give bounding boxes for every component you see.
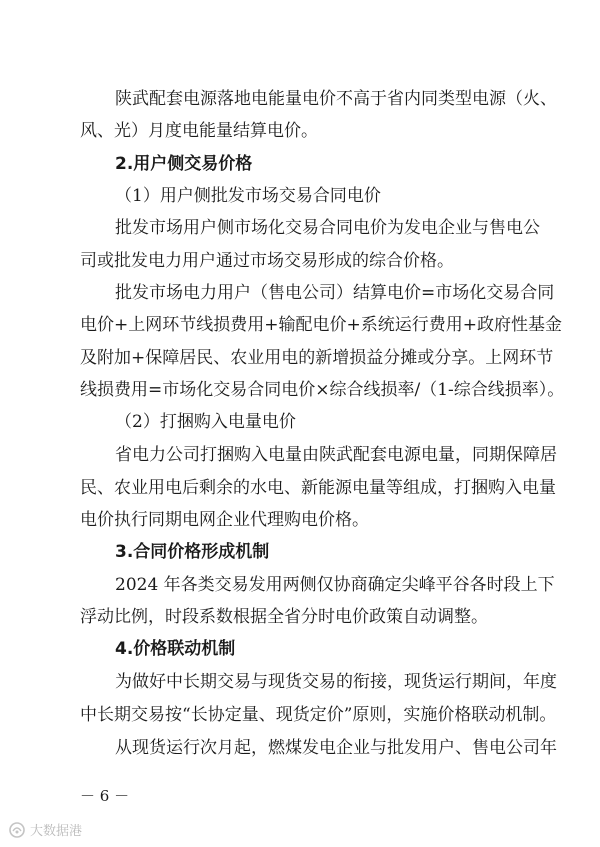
paragraph-line: 为做好中长期交易与现货交易的衔接，现货运行期间，年度: [115, 672, 557, 692]
paragraph-line: 2024 年各类交易发用两侧仅协商确定尖峰平谷各时段上下: [115, 575, 555, 595]
section-heading: 4.价格联动机制: [115, 639, 236, 659]
paragraph-line: 浮动比例，时段系数根据全省分时电价政策自动调整。: [80, 607, 488, 627]
subsection-heading: （2）打捆购入电量电价: [115, 412, 296, 432]
paragraph-line: 省电力公司打捆购入电量由陕武配套电源电量，同期保障居: [115, 445, 557, 465]
page-number: － 6 －: [80, 787, 130, 805]
paragraph-line: 批发市场用户侧市场化交易合同电价为发电企业与售电公: [115, 218, 540, 238]
paragraph-line: 民、农业用电后剩余的水电、新能源电量等组成，打捆购入电量: [80, 478, 556, 498]
paragraph-line: 批发市场电力用户（售电公司）结算电价=市场化交易合同: [115, 283, 555, 303]
subsection-heading: （1）用户侧批发市场交易合同电价: [115, 186, 381, 206]
paragraph-line: 电价执行同期电网企业代理购电价格。: [80, 510, 369, 530]
paragraph-line: 及附加+保障居民、农业用电的新增损益分摊或分享。上网环节: [80, 348, 554, 368]
section-heading: 3.合同价格形成机制: [115, 542, 270, 562]
section-heading: 2.用户侧交易价格: [115, 154, 253, 174]
paragraph-line: 司或批发电力用户通过市场交易形成的综合价格。: [80, 251, 454, 271]
paragraph-line: 中长期交易按“长协定量、现货定价”原则，实施价格联动机制。: [80, 705, 557, 725]
watermark-logo-icon: [8, 821, 26, 839]
paragraph-line: 陕武配套电源落地电能量电价不高于省内同类型电源（火、: [115, 89, 557, 109]
watermark: [8, 820, 82, 839]
paragraph-line: 电价+上网环节线损费用+输配电价+系统运行费用+政府性基金: [80, 315, 562, 335]
paragraph-line: 从现货运行次月起，燃煤发电企业与批发用户、售电公司年: [115, 738, 557, 758]
paragraph-line: 线损费用=市场化交易合同电价×综合线损率/（1-综合线损率）。: [80, 380, 565, 400]
paragraph-line: 风、光）月度电能量结算电价。: [80, 121, 318, 141]
watermark-text: 大数据港: [30, 824, 83, 839]
